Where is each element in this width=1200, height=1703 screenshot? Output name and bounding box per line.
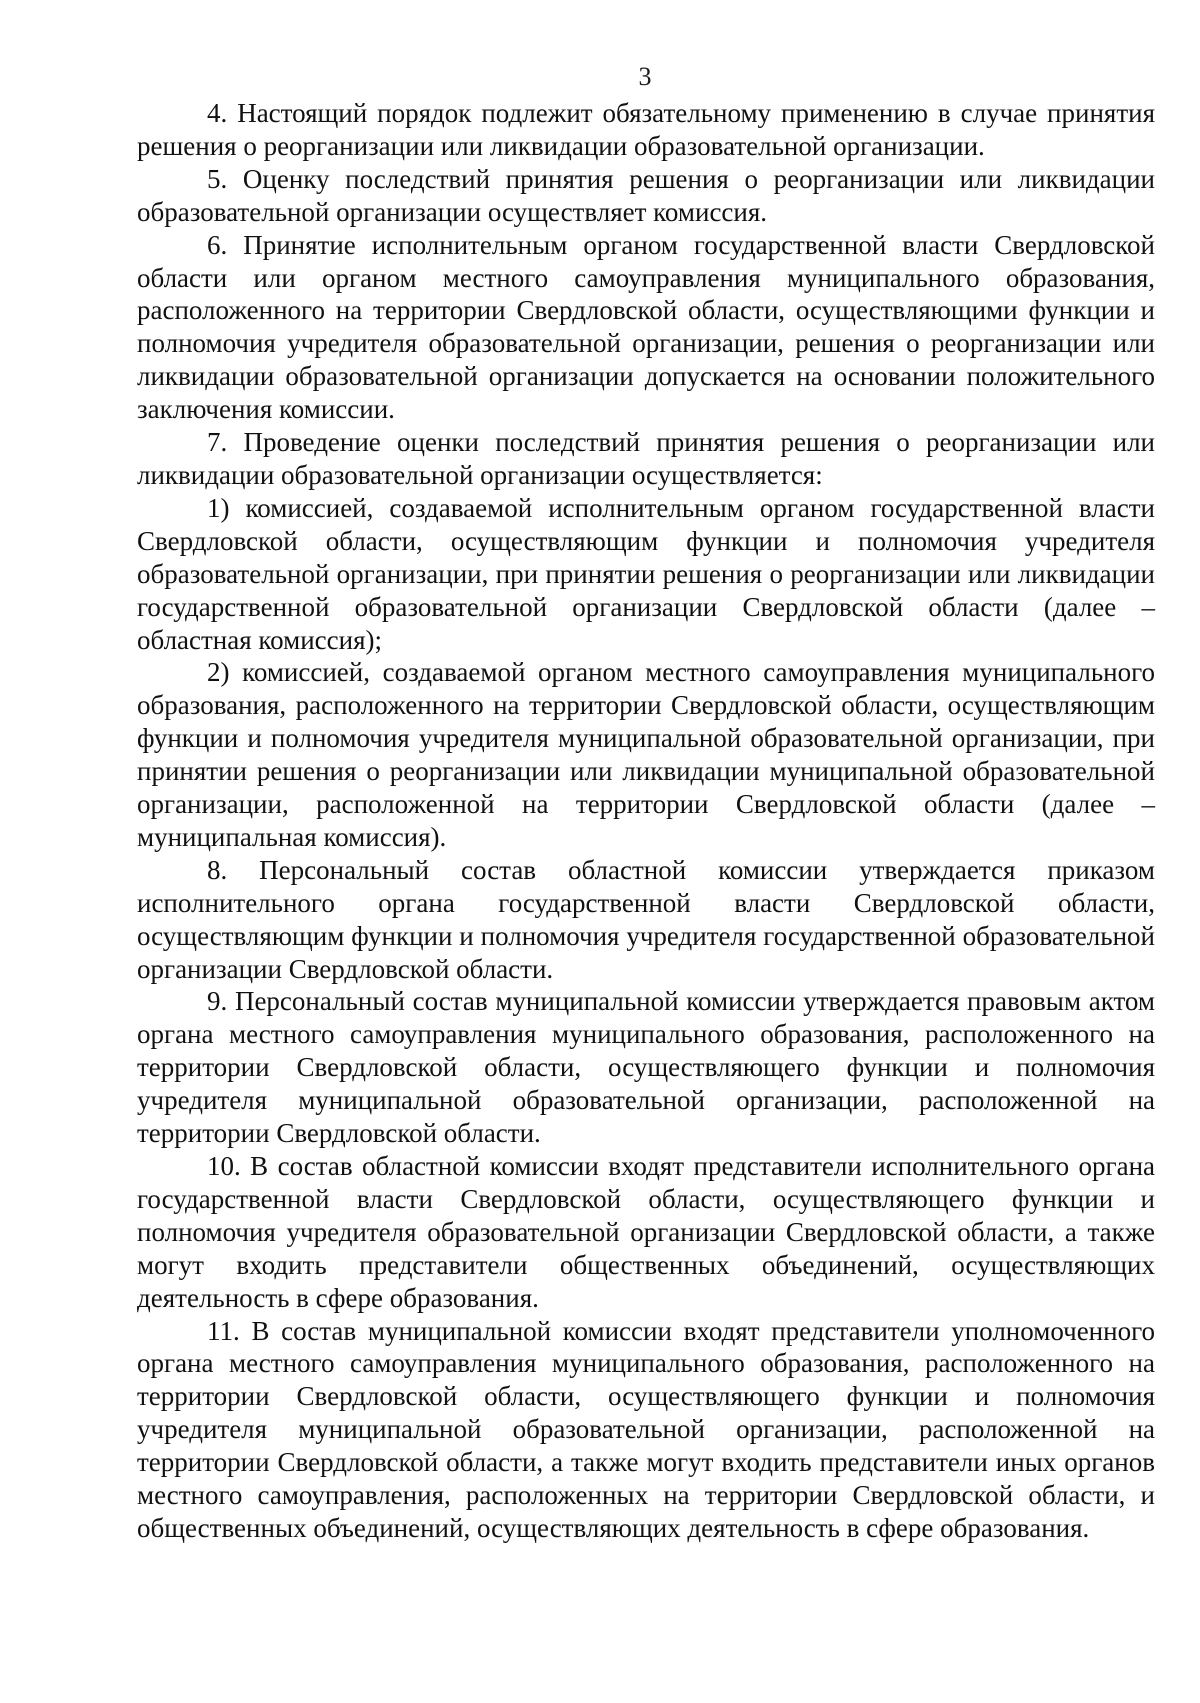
paragraph-7: 7. Проведение оценки последствий принятия решения о реорганизации или ликвидации образовательной организации осуществляется:: [137, 427, 1155, 490]
paragraph-7-item-2: 2) комиссией, создаваемой органом местного самоуправления муниципального образования, расположенного на территории Свердловской области, осуществляющим функции и полномочия учредителя муниципальной образовательной организации, при принятии решения о реорганизации или ликвидации муниципальной образовательной организации, расположенной на территории Свердловской области (далее – муниципальная комиссия).: [137, 657, 1155, 852]
paragraph-6: 6. Принятие исполнительным органом государственной власти Свердловской области или органом местного самоуправления муниципального образования, расположенного на территории Свердловской области, осуществляющими функции и полномочия учредителя образовательной организации, решения о реорганизации или ликвидации образовательной организации допускается на основании положительного заключения комиссии.: [137, 229, 1155, 425]
document-body: [137, 97, 1155, 1545]
paragraph-5: 5. Оценку последствий принятия решения о реорганизации или ликвидации образовательной организации осуществляет комиссия.: [137, 163, 1155, 227]
paragraph-10: 10. В состав областной комиссии входят представители исполнительного органа государственной власти Свердловской области, осуществляющего функции и полномочия учредителя образовательной организации Свердловской области, а также могут входить представители общественных объединений, осуществляющих деятельность в сфере образования.: [137, 1151, 1155, 1313]
paragraph-8: 8. Персональный состав областной комиссии утверждается приказом исполнительного органа государственной власти Свердловской области, осуществляющим функции и полномочия учредителя государственной образовательной организации Свердловской области.: [137, 854, 1155, 984]
page-number: 3: [638, 62, 652, 91]
paragraph-9: 9. Персональный состав муниципальной комиссии утверждается правовым актом органа местного самоуправления муниципального образования, расположенного на территории Свердловской области, осуществляющего функции и полномочия учредителя муниципальной образовательной организации, расположенной на территории Свердловской области.: [137, 986, 1155, 1149]
paragraph-11: 11. В состав муниципальной комиссии входят представители уполномоченного органа местного самоуправления муниципального образования, расположенного на территории Свердловской области, осуществляющего функции и полномочия учредителя муниципальной образовательной организации, расположенной на территории Свердловской области, а также могут входить представители иных органов местного самоуправления, расположенных на территории Свердловской области, и общественных объединений, осуществляющих деятельность в сфере образования.: [137, 1315, 1155, 1543]
paragraph-7-item-1: 1) комиссией, создаваемой исполнительным органом государственной власти Свердловской области, осуществляющим функции и полномочия учредителя образовательной организации, при принятии решения о реорганизации или ликвидации государственной образовательной организации Свердловской области (далее – областная комиссия);: [137, 492, 1155, 655]
paragraph-4: 4. Настоящий порядок подлежит обязательному применению в случае принятия решения о реорганизации или ликвидации образовательной организации.: [137, 98, 1155, 161]
